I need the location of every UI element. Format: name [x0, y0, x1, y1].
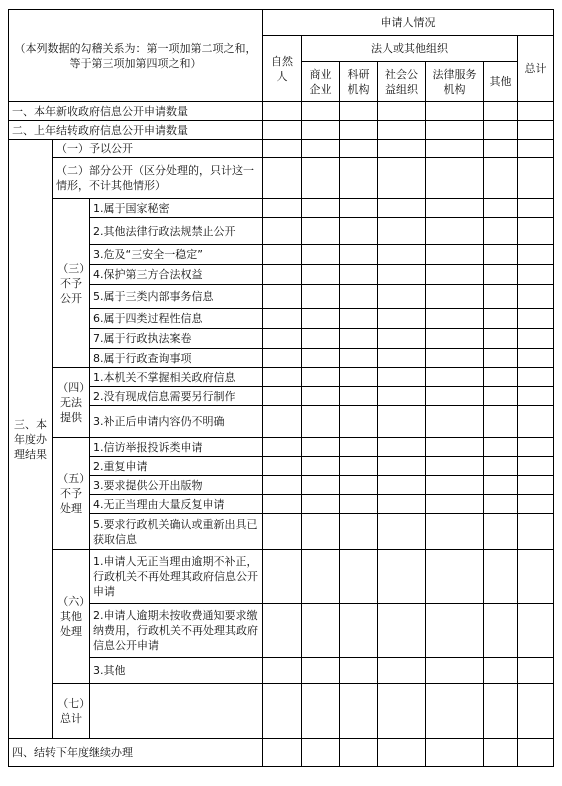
data-cell: [263, 658, 302, 684]
row-label-other-handling-2: 2.申请人逾期未按收费通知要求缴纳费用，行政机关不再处理其政府信息公开申请: [90, 604, 263, 658]
data-cell: [378, 476, 426, 495]
table-row: [9, 349, 554, 368]
data-cell: [302, 309, 340, 329]
data-cell: [484, 387, 518, 406]
data-cell: [378, 495, 426, 514]
data-cell: [518, 218, 554, 245]
row-label-not-disclosed-3: 3.危及“三安全一稳定”: [90, 245, 263, 265]
header-research-institution: 科研机构: [340, 62, 378, 102]
data-cell: [426, 309, 484, 329]
data-cell: [518, 349, 554, 368]
data-cell: [426, 121, 484, 140]
data-cell: [263, 739, 302, 767]
data-cell: [378, 387, 426, 406]
data-cell: [263, 476, 302, 495]
data-cell: [302, 457, 340, 476]
data-cell: [518, 476, 554, 495]
data-cell: [426, 438, 484, 457]
data-cell: [302, 329, 340, 349]
data-cell: [484, 550, 518, 604]
data-cell: [426, 406, 484, 438]
data-cell: [263, 140, 302, 158]
data-cell: [378, 121, 426, 140]
data-cell: [302, 199, 340, 218]
data-cell: [340, 158, 378, 199]
data-cell: [340, 438, 378, 457]
data-cell: [340, 476, 378, 495]
data-cell: [426, 387, 484, 406]
table-row: [9, 387, 554, 406]
data-cell: [378, 285, 426, 309]
data-cell: [378, 406, 426, 438]
table-row: [9, 550, 554, 604]
data-cell: [302, 604, 340, 658]
row-label-not-processed-5: 5.要求行政机关确认或重新出具已获取信息: [90, 514, 263, 550]
data-cell: [340, 684, 378, 739]
data-cell: [378, 245, 426, 265]
data-cell: [302, 368, 340, 387]
header-public-welfare-org: 社会公益组织: [378, 62, 426, 102]
data-cell: [378, 684, 426, 739]
data-cell: [484, 245, 518, 265]
header-legal-service-org: 法律服务机构: [426, 62, 484, 102]
table-row: [9, 368, 554, 387]
table-row: [9, 684, 554, 739]
data-cell: [263, 604, 302, 658]
data-cell: [263, 495, 302, 514]
data-cell: [484, 438, 518, 457]
data-cell: [426, 285, 484, 309]
data-cell: [518, 438, 554, 457]
data-cell: [378, 158, 426, 199]
statistics-table: [8, 9, 554, 767]
row-label-not-disclosed-5: 5.属于三类内部事务信息: [90, 285, 263, 309]
data-cell: [518, 199, 554, 218]
data-cell: [302, 495, 340, 514]
data-cell: [340, 550, 378, 604]
data-cell: [378, 550, 426, 604]
data-cell: [263, 309, 302, 329]
table-row: [9, 658, 554, 684]
table-row: [9, 329, 554, 349]
table-row: [9, 140, 554, 158]
data-cell: [484, 739, 518, 767]
data-cell: [484, 102, 518, 121]
data-cell: [302, 349, 340, 368]
data-cell: [263, 387, 302, 406]
data-cell: [518, 658, 554, 684]
data-cell: [263, 457, 302, 476]
row-label-not-disclosed-7: 7.属于行政执法案卷: [90, 329, 263, 349]
data-cell: [263, 438, 302, 457]
data-cell: [378, 309, 426, 329]
data-cell: [378, 140, 426, 158]
data-cell: [378, 368, 426, 387]
data-cell: [340, 739, 378, 767]
data-cell: [484, 285, 518, 309]
data-cell: [484, 406, 518, 438]
data-cell: [484, 368, 518, 387]
data-cell: [302, 265, 340, 285]
data-cell: [302, 684, 340, 739]
data-cell: [484, 265, 518, 285]
row-label-not-processed-2: 2.重复申请: [90, 457, 263, 476]
row-label-unable-to-provide-1: 1.本机关不掌握相关政府信息: [90, 368, 263, 387]
data-cell: [340, 514, 378, 550]
data-cell: [518, 329, 554, 349]
data-cell: [263, 285, 302, 309]
header-total: 总计: [518, 36, 554, 102]
data-cell: [378, 265, 426, 285]
data-cell: [340, 218, 378, 245]
data-cell: [340, 658, 378, 684]
data-cell: [518, 739, 554, 767]
table-row: [9, 121, 554, 140]
data-cell: [518, 102, 554, 121]
data-cell: [302, 121, 340, 140]
data-cell: [484, 218, 518, 245]
data-cell: [484, 514, 518, 550]
table-row: [9, 604, 554, 658]
data-cell: [340, 265, 378, 285]
data-cell: [378, 102, 426, 121]
data-cell: [426, 684, 484, 739]
row-label-other-handling-1: 1.申请人无正当理由逾期不补正，行政机关不再处理其政府信息公开申请: [90, 550, 263, 604]
data-cell: [340, 329, 378, 349]
data-cell: [426, 658, 484, 684]
data-cell: [484, 495, 518, 514]
data-cell: [426, 368, 484, 387]
data-cell: [426, 158, 484, 199]
data-cell: [302, 406, 340, 438]
data-cell: [426, 329, 484, 349]
data-cell: [340, 285, 378, 309]
data-cell: [484, 457, 518, 476]
table-row: [9, 265, 554, 285]
data-cell: [340, 349, 378, 368]
data-cell: [263, 329, 302, 349]
table-row: [9, 309, 554, 329]
data-cell: [426, 102, 484, 121]
data-cell: [378, 329, 426, 349]
group-label-not-processed: （五）不予处理: [53, 438, 90, 550]
data-cell: [378, 658, 426, 684]
data-cell: [518, 140, 554, 158]
data-cell: [426, 140, 484, 158]
data-cell: [518, 368, 554, 387]
row-label-not-processed-1: 1.信访举报投诉类申请: [90, 438, 263, 457]
data-cell: [518, 245, 554, 265]
data-cell: [302, 514, 340, 550]
data-cell: [378, 604, 426, 658]
data-cell: [340, 368, 378, 387]
data-cell: [518, 265, 554, 285]
group-label-unable-to-provide: （四）无法提供: [53, 368, 90, 438]
row-label-new-requests: 一、本年新收政府信息公开申请数量: [9, 102, 263, 121]
data-cell: [263, 121, 302, 140]
section-label-results: 三、本年度办理结果: [9, 140, 53, 739]
row-label-other-handling-3: 3.其他: [90, 658, 263, 684]
data-cell: [263, 684, 302, 739]
data-cell: [426, 604, 484, 658]
table-row: [9, 457, 554, 476]
data-cell: [426, 550, 484, 604]
data-cell: [518, 406, 554, 438]
data-cell: [426, 245, 484, 265]
table-row: [9, 102, 554, 121]
data-cell: [518, 285, 554, 309]
data-cell: [263, 349, 302, 368]
data-cell: [340, 199, 378, 218]
data-cell: [263, 158, 302, 199]
table-row: [9, 245, 554, 265]
data-cell: [263, 406, 302, 438]
data-cell: [340, 495, 378, 514]
row-label-not-disclosed-4: 4.保护第三方合法权益: [90, 265, 263, 285]
data-cell: [484, 604, 518, 658]
data-cell: [263, 218, 302, 245]
data-cell: [263, 199, 302, 218]
table-row: [9, 218, 554, 245]
data-cell: [484, 476, 518, 495]
data-cell: [340, 245, 378, 265]
table-row: [9, 514, 554, 550]
data-cell: [484, 329, 518, 349]
data-cell: [302, 739, 340, 767]
table-row: [9, 438, 554, 457]
data-cell: [426, 495, 484, 514]
data-cell: [484, 684, 518, 739]
data-cell: [340, 121, 378, 140]
data-cell: [302, 245, 340, 265]
row-label-partially-disclosed: （二）部分公开（区分处理的，只计这一情形，不计其他情形）: [53, 158, 263, 199]
group-label-not-disclosed: （三）不予公开: [53, 199, 90, 368]
data-cell: [518, 457, 554, 476]
data-cell: [263, 514, 302, 550]
table-row: [9, 199, 554, 218]
data-cell: [484, 309, 518, 329]
row-label-not-disclosed-2: 2.其他法律行政法规禁止公开: [90, 218, 263, 245]
header-note: （本列数据的勾稽关系为：第一项加第二项之和，等于第三项加第四项之和）: [9, 10, 263, 102]
data-cell: [426, 739, 484, 767]
row-label-not-disclosed-6: 6.属于四类过程性信息: [90, 309, 263, 329]
data-cell: [378, 199, 426, 218]
header-commercial-enterprise: 商业企业: [302, 62, 340, 102]
table-row: [9, 158, 554, 199]
data-cell: [302, 158, 340, 199]
data-cell: [263, 368, 302, 387]
data-cell: [378, 739, 426, 767]
data-cell: [340, 309, 378, 329]
row-label-unable-to-provide-2: 2.没有现成信息需要另行制作: [90, 387, 263, 406]
header-other: 其他: [484, 62, 518, 102]
header-legal-person-group: 法人或其他组织: [302, 36, 518, 62]
data-cell: [378, 514, 426, 550]
data-cell: [518, 121, 554, 140]
row-label-not-processed-4: 4.无正当理由大量反复申请: [90, 495, 263, 514]
data-cell: [378, 457, 426, 476]
data-cell: [426, 514, 484, 550]
data-cell: [484, 658, 518, 684]
data-cell: [263, 550, 302, 604]
data-cell: [263, 102, 302, 121]
data-cell: [340, 406, 378, 438]
data-cell: [484, 199, 518, 218]
group-label-total: （七）总计: [53, 684, 90, 739]
data-cell: [426, 349, 484, 368]
data-cell: [378, 218, 426, 245]
table-row: [9, 495, 554, 514]
data-cell: [484, 140, 518, 158]
data-cell: [518, 684, 554, 739]
data-cell: [302, 102, 340, 121]
data-cell: [518, 158, 554, 199]
data-cell: [426, 265, 484, 285]
table-row: [9, 739, 554, 767]
data-cell: [340, 140, 378, 158]
table-row: [9, 476, 554, 495]
data-cell: [518, 387, 554, 406]
data-cell: [378, 349, 426, 368]
table-row: [9, 285, 554, 309]
data-cell: [302, 438, 340, 457]
table-body: [9, 10, 554, 767]
data-cell: [302, 140, 340, 158]
data-cell: [378, 438, 426, 457]
data-cell: [302, 387, 340, 406]
data-cell: [426, 199, 484, 218]
table-row: [9, 406, 554, 438]
row-label-not-processed-3: 3.要求提供公开出版物: [90, 476, 263, 495]
row-label-unable-to-provide-3: 3.补正后申请内容仍不明确: [90, 406, 263, 438]
data-cell: [426, 218, 484, 245]
data-cell: [302, 218, 340, 245]
data-cell: [302, 658, 340, 684]
data-cell: [263, 245, 302, 265]
data-cell: [340, 387, 378, 406]
data-cell: [518, 550, 554, 604]
data-cell: [518, 514, 554, 550]
data-cell: [518, 309, 554, 329]
data-cell: [484, 349, 518, 368]
header-applicant-info: 申请人情况: [263, 10, 554, 36]
data-cell: [263, 265, 302, 285]
data-cell: [302, 550, 340, 604]
data-cell: [484, 121, 518, 140]
data-cell: [518, 495, 554, 514]
data-cell: [90, 684, 263, 739]
row-label-not-disclosed-8: 8.属于行政查询事项: [90, 349, 263, 368]
data-cell: [302, 285, 340, 309]
row-label-carried-over: 二、上年结转政府信息公开申请数量: [9, 121, 263, 140]
data-cell: [340, 457, 378, 476]
data-cell: [484, 158, 518, 199]
header-natural-person: 自然人: [263, 36, 302, 102]
row-label-not-disclosed-1: 1.属于国家秘密: [90, 199, 263, 218]
data-cell: [518, 604, 554, 658]
group-label-other-handling: （六）其他处理: [53, 550, 90, 684]
data-cell: [426, 457, 484, 476]
data-cell: [340, 604, 378, 658]
data-cell: [426, 476, 484, 495]
data-cell: [302, 476, 340, 495]
row-label-carry-forward: 四、结转下年度继续办理: [9, 739, 263, 767]
row-label-disclosed: （一）予以公开: [53, 140, 263, 158]
data-cell: [340, 102, 378, 121]
